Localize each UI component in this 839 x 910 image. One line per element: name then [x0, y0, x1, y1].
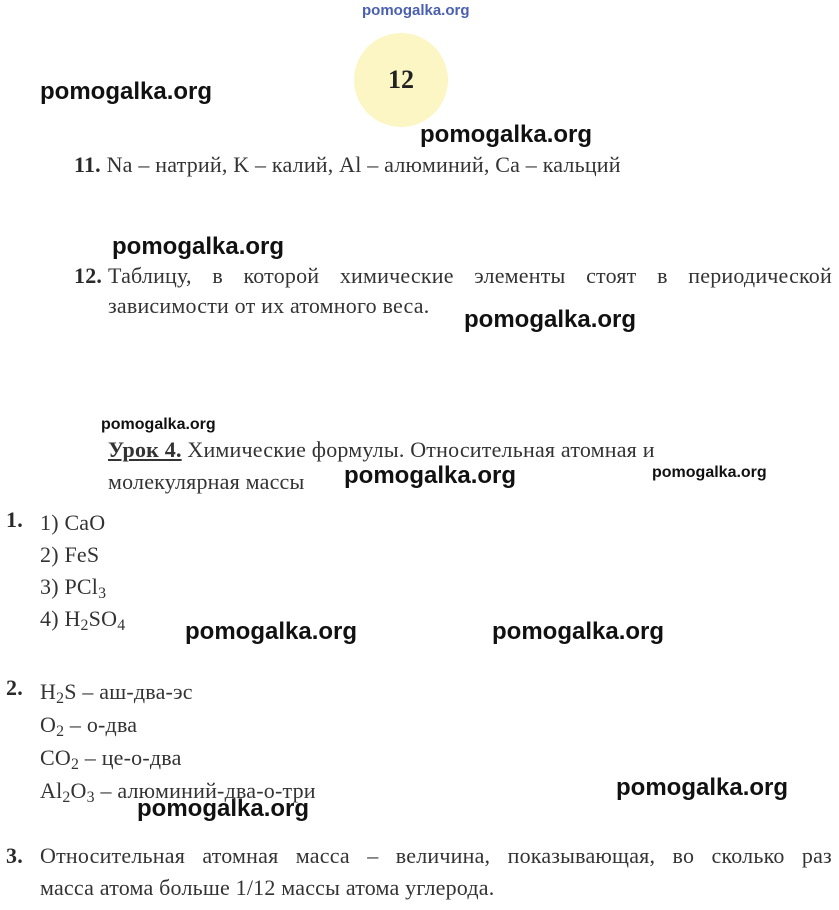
answer-3-text	[40, 843, 832, 901]
word: в	[212, 263, 223, 288]
watermark: pomogalka.org	[344, 462, 517, 489]
answer-number: 11.	[74, 152, 101, 177]
watermark: pomogalka.org	[112, 233, 285, 260]
answer-line: зависимости от их атомного веса.	[108, 293, 430, 318]
watermark: pomogalka.org	[137, 795, 310, 822]
answer-2	[6, 675, 23, 701]
list-item: $Al_2O_3$ – алюминий-два-о-три	[40, 778, 316, 806]
word: атомная	[202, 843, 279, 868]
list-item: $O_2 - о-два$	[40, 712, 138, 740]
word: раз	[801, 843, 832, 868]
page-number-badge: 12	[354, 33, 448, 127]
word: химические	[339, 263, 454, 288]
answer-11	[74, 152, 621, 178]
watermark: pomogalka.org	[616, 774, 789, 801]
list-item: 3) PCl$_3$	[40, 574, 107, 602]
list-item: 2) FeS	[40, 542, 100, 567]
word: стоят	[586, 263, 637, 288]
lesson-title-line1: Химические формулы. Относительная атомная и	[181, 437, 655, 462]
watermark: pomogalka.org	[185, 618, 358, 645]
answer-1-list	[40, 507, 125, 635]
word: во	[672, 843, 695, 868]
list-item: $H_2S - аш-два-эс$	[40, 679, 193, 707]
answer-12	[74, 263, 832, 319]
list-item: $CO_2 - це-о-два$	[40, 745, 182, 773]
watermark: pomogalka.org	[492, 618, 665, 645]
answer-3	[6, 843, 23, 869]
word: Относительная	[40, 843, 186, 868]
watermark: pomogalka.org	[652, 464, 767, 481]
word: масса	[295, 843, 350, 868]
lesson-label: Урок 4.	[108, 437, 182, 462]
word: периодической	[688, 263, 832, 288]
watermark: pomogalka.org	[101, 416, 216, 433]
word: в	[657, 263, 668, 288]
word: элементы	[474, 263, 566, 288]
answer-number: 2.	[6, 675, 23, 700]
word: –	[367, 843, 379, 868]
answer-text: Na – натрий, K – калий, Al – алюминий, Ca – кальций	[106, 152, 621, 177]
answer-number: 3.	[6, 843, 23, 868]
answer-line	[40, 843, 832, 869]
word: показывающая,	[507, 843, 656, 868]
word: Таблицу,	[108, 263, 192, 288]
watermark-top: pomogalka.org	[362, 2, 470, 19]
lesson-heading	[108, 437, 655, 495]
list-item: 4) $H_2SO_4$	[40, 606, 126, 634]
answer-line: масса атома больше 1/12 массы атома углерода.	[40, 875, 495, 900]
watermark: pomogalka.org	[420, 121, 593, 148]
word: сколько	[711, 843, 785, 868]
answer-line	[108, 263, 832, 289]
answer-number: 1.	[6, 507, 23, 532]
answer-1	[6, 507, 23, 533]
lesson-title-line2: молекулярная массы	[108, 469, 305, 494]
word: которой	[243, 263, 320, 288]
watermark: pomogalka.org	[464, 306, 637, 333]
answer-2-list	[40, 675, 316, 807]
answer-number: 12.	[74, 263, 103, 288]
list-item: 1) CaO	[40, 510, 106, 535]
watermark: pomogalka.org	[40, 78, 213, 105]
word: величина,	[395, 843, 491, 868]
